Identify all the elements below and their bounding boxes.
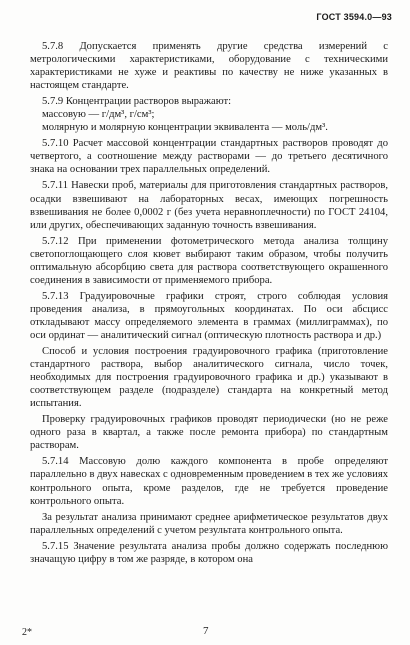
- page-number: 7: [203, 625, 209, 637]
- paragraph-molar-concentration: молярную и молярную концентрации эквивалента — моль/дм³.: [42, 122, 328, 134]
- paragraph-5-7-9: 5.7.9 Концентрации растворов выражают:: [42, 96, 232, 108]
- paragraph-5-7-11: 5.7.11 Навески проб, материалы для приготовления стандартных растворов, осадки взвешивают на лабораторных весах, имеющих погрешность взвешивания не более 0,0002 г (без учета неравноплечности) по ГОСТ 24104, или других, обеспечивающих заданную точность взвешивания.: [30, 180, 388, 231]
- paragraph-5-7-13: 5.7.13 Градуировочные графики строят, строго соблюдая условия проведения анализа, в прямоугольных координатах. По оси абсцисс откладывают массу определяемого элемента в граммах (миллиграммах), по оси ординат — аналитический сигнал (оптическую плотность раствора и др.): [30, 290, 388, 341]
- paragraph-5-7-8: 5.7.8 Допускается применять другие средства измерений с метрологическими характеристиками, оборудование с техническими характеристиками не хуже и реактивы по качеству не ниже указанных в настоящем стандарте.: [30, 41, 388, 92]
- paragraph-calibration-method: Способ и условия построения градуировочного графика (приготовление стандартного раствора, выбор аналитического сигнала, число точек, необходимых для построения градуировочного графика и др.) указывают в соответствующем разделе (подразделе) стандарта на конкретный метод испытания.: [30, 346, 388, 410]
- paragraph-calibration-check: Проверку градуировочных графиков проводят периодически (но не реже одного раза в квартал, а также после ремонта прибора) по стандартным растворам.: [30, 414, 388, 452]
- document-body: [30, 40, 388, 566]
- paragraph-5-7-12: 5.7.12 При применении фотометрического метода анализа толщину светопоглощающего слоя кювет выбирают таким образом, чтобы получить оптимальную абсорбцию света для раствора соответствующего окрашенного соединения в зависимости от применяемого прибора.: [30, 235, 388, 286]
- signature-mark: 2*: [22, 627, 32, 638]
- paragraph-analysis-result: За результат анализа принимают среднее арифметическое результатов двух параллельных определений с учетом результата контрольного опыта.: [30, 511, 388, 536]
- document-header-id: ГОСТ 3594.0—93: [316, 12, 392, 22]
- paragraph-5-7-10: 5.7.10 Расчет массовой концентрации стандартных растворов проводят до четвертого, а соотношение между растворами — до третьего десятичного знака на основании трех параллельных определений.: [30, 138, 388, 176]
- paragraph-mass-concentration: массовую — г/дм³, г/см³;: [42, 109, 155, 121]
- paragraph-5-7-14: 5.7.14 Массовую долю каждого компонента в пробе определяют параллельно в двух навесках с одновременным проведением в тех же условиях контрольного опыта, кроме разделов, где не требуется проведение контрольного опыта.: [30, 456, 388, 507]
- paragraph-5-7-15: 5.7.15 Значение результата анализа пробы должно содержать последнюю значащую цифру в том же разряде, в котором она: [30, 540, 388, 565]
